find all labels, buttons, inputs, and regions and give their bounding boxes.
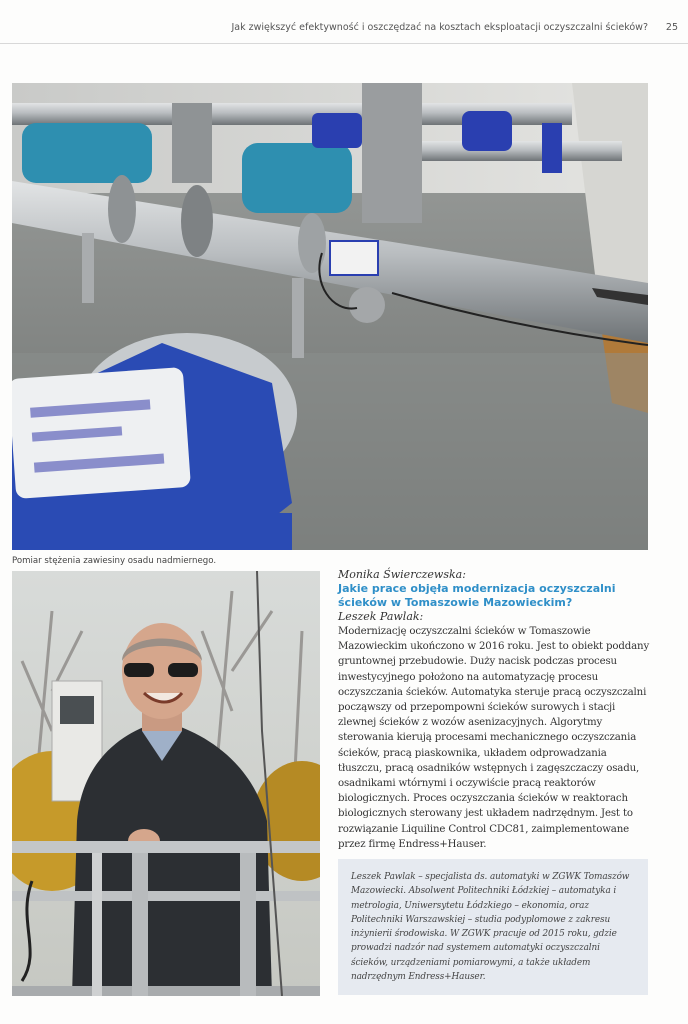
interview-answer: Modernizację oczyszczalni ścieków w Tomaszowie Mazowieckim ukończono w 2016 roku. Jest to obiekt poddany gruntownej przebudowie. Duży nacisk podczas procesu inwestycyjnego położono na automatyzację procesu oczyszczania ścieków. Automatyka steruje pracą oczyszczalni począwszy od przepompowni ścieków surowych i stacji zlewnej ścieków z wozów asenizacyjnych. Algorytmy sterowania kierują procesami mechanicznego oczyszczania ścieków, pracą piaskownika, układem odprowadzania tłuszczu, pracą osadników wstępnych i zagęszczaczy osadu, osadnikami wtórnymi i oczywiście pracą reaktorów biologicznych. Proces oczyszczania ścieków w reaktorach biologicznych sterowany jest układem nadrzędnym. Jest to rozwiązanie Liquiline Control CDC81, zaimplementowane przez firmę Endress+Hauser. <box>338 626 650 850</box>
interviewee-name: Leszek Pawlak: <box>338 610 424 623</box>
page-header <box>0 0 688 44</box>
author-bio-text: Leszek Pawlak – specjalista ds. automatyki w ZGWK Tomaszów Mazowiecki. Absolwent Politechniki Łódzkiej – automatyka i metrologia, Uniwersytetu Łódzkiego – ekonomia, oraz Politechniki Warszawskiej – studia podyplomowe z zakresu inżynierii środowiska. W ZGWK pracuje od 2015 roku, gdzie prowadzi nadzór nad systemem automatyki oczyszczalni ścieków, urządzeniami pomiarowymi, a także układem nadrzędnym Endress+Hauser. <box>351 872 630 983</box>
photo-caption: Pomiar stężenia zawiesiny osadu nadmiernego. <box>12 556 217 566</box>
interview-article <box>338 568 650 852</box>
author-bio-box <box>338 859 648 995</box>
interviewer-name: Monika Świerczewska: <box>338 568 466 581</box>
header-divider <box>0 43 688 44</box>
photo-portrait-leszek-pawlak <box>12 571 320 996</box>
photo-pipeline-sensor <box>12 83 648 550</box>
running-title: Jak zwiększyć efektywność i oszczędzać na kosztach eksploatacji oczyszczalni ścieków? <box>231 22 648 33</box>
interview-question: Jakie prace objęła modernizacja oczyszczalni ścieków w Tomaszowie Mazowieckim? <box>338 582 616 609</box>
page-number: 25 <box>665 22 678 33</box>
